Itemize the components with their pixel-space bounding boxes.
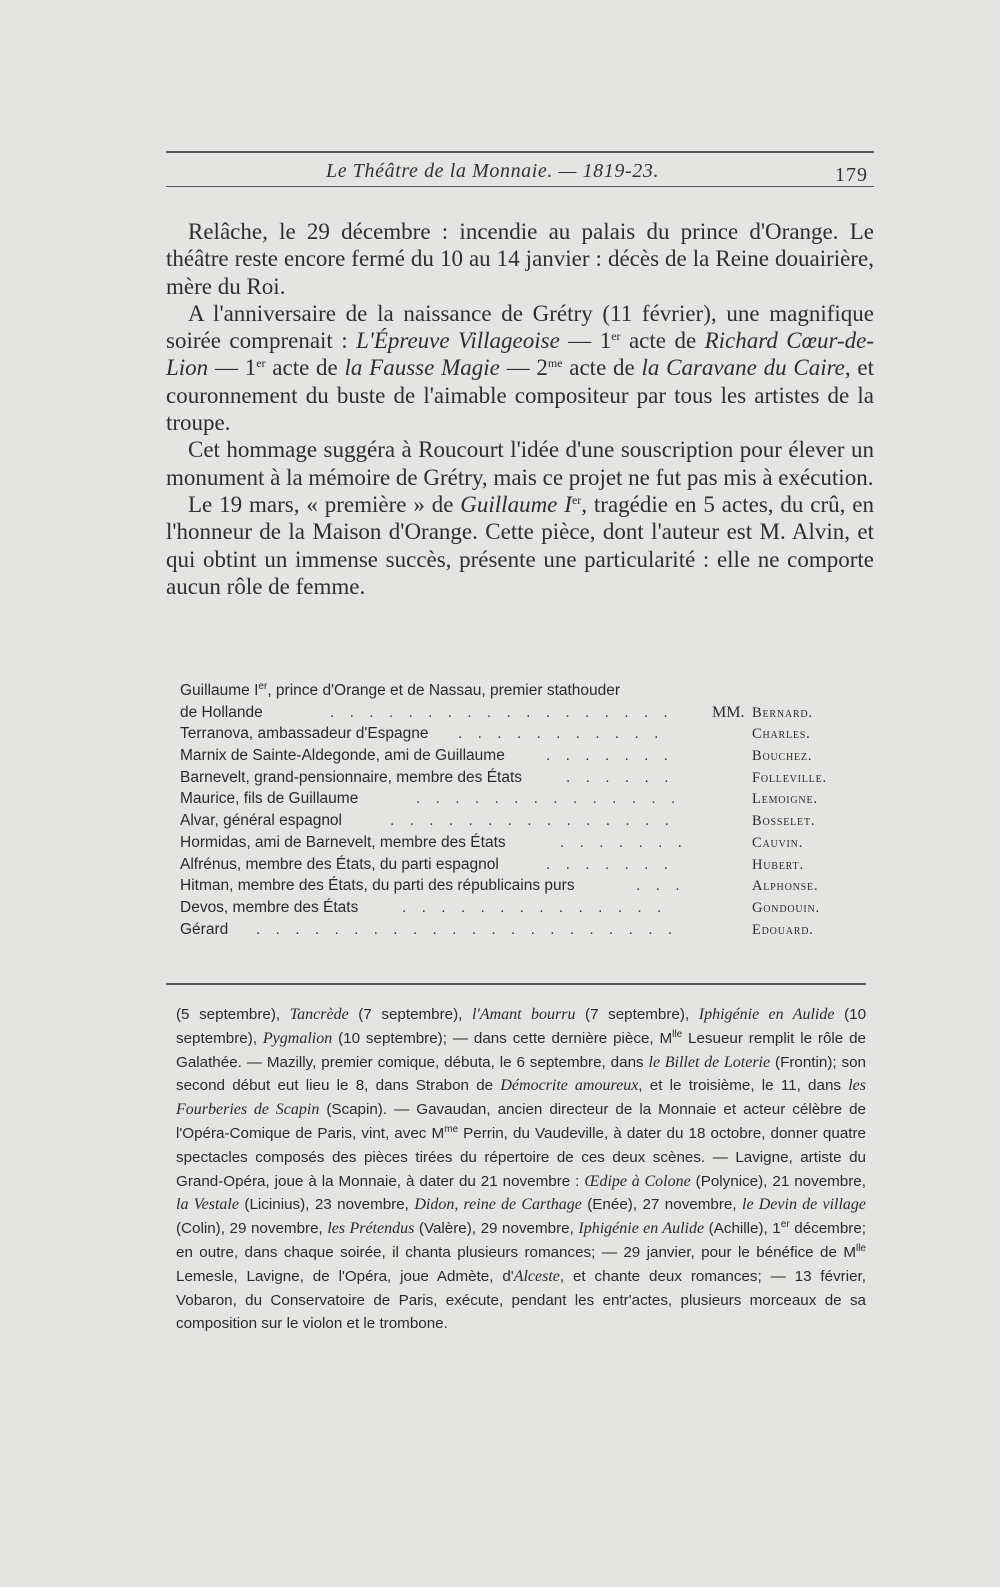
cast-row xyxy=(180,899,870,921)
cast-role: Devos, membre des États xyxy=(180,898,359,916)
cast-actor: Hubert. xyxy=(752,856,804,873)
cast-row xyxy=(180,747,870,769)
title-caravane: la Caravane du Caire xyxy=(641,355,845,381)
cast-actor: Lemoigne. xyxy=(752,791,818,808)
cast-role: Hormidas, ami de Barnevelt, membre des États xyxy=(180,833,506,851)
cast-role: Guillaume Ier, prince d'Orange et de Nassau, premier stathouder xyxy=(180,681,621,699)
cast-role: Gérard xyxy=(180,920,229,938)
running-header xyxy=(166,160,874,186)
cast-row xyxy=(180,877,870,899)
leader-dots: . . . xyxy=(636,877,686,895)
paragraph-premiere: Le 19 mars, « première » de Guillaume Ier, tragédie en 5 actes, du crû, en l'honneur de la Maison d'Orange. Cette pièce, dont l'auteur est M. Alvin, et qui obtint un immense succès, présente une particularité : elle ne comporte aucun rôle de femme. xyxy=(166,491,874,599)
cast-role: Hitman, membre des États, du parti des républicains purs xyxy=(180,877,575,895)
cast-row xyxy=(180,921,870,943)
footnote-rule xyxy=(166,983,866,985)
cast-row xyxy=(180,812,870,834)
cast-actor: Cauvin. xyxy=(752,834,804,851)
main-text xyxy=(166,218,874,600)
cast-actor: Bosselet. xyxy=(752,813,816,830)
cast-row xyxy=(180,790,870,812)
cast-role: Alvar, général espagnol xyxy=(180,812,343,830)
cast-actor: Gondouin. xyxy=(752,899,820,916)
header-rule xyxy=(166,151,874,153)
cast-actor: Bernard. xyxy=(752,704,813,721)
cast-role: Barnevelt, grand-pensionnaire, membre des États xyxy=(180,768,523,786)
cast-row xyxy=(180,769,870,791)
leader-dots: . . . . . . . xyxy=(546,855,674,873)
leader-dots: . . . . . . . . . . . . . . . . . . . . . . xyxy=(256,920,678,938)
leader-dots: . . . . . . xyxy=(566,768,674,786)
cast-row-header xyxy=(180,682,870,704)
cast-actor: Alphonse. xyxy=(752,878,819,895)
cast-role: Alfrénus, membre des États, du parti espagnol xyxy=(180,855,499,873)
header-underline xyxy=(166,186,874,187)
cast-list xyxy=(180,682,870,942)
leader-dots: . . . . . . . . . . . xyxy=(458,725,664,743)
title-guillaume: Guillaume I xyxy=(460,491,572,517)
cast-row xyxy=(180,834,870,856)
page-number: 179 xyxy=(835,164,868,186)
running-title: Le Théâtre de la Monnaie. — 1819-23. xyxy=(326,160,660,182)
leader-dots: . . . . . . . . . . . . . . xyxy=(402,898,667,916)
title-richard: Richard Cœur-de-Lion xyxy=(166,328,874,381)
paragraph-anniversaire: A l'anniversaire de la naissance de Grétry (11 février), une magnifique soirée comprenait : L'Épreuve Villageoise — 1er acte de Richard Cœur-de-Lion — 1er acte de la Fausse Magie — $2^{me}$ acte de la Caravane du Caire, et couronnement du buste de l'aimable compositeur par tous les artistes de la troupe. xyxy=(166,300,875,436)
messieurs-abbrev: MM. xyxy=(712,703,745,721)
cast-row xyxy=(180,856,870,878)
leader-dots: . . . . . . . xyxy=(560,833,688,851)
title-fausse-magie: la Fausse Magie xyxy=(344,355,500,381)
cast-row xyxy=(180,725,870,747)
cast-row xyxy=(180,704,870,726)
leader-dots: . . . . . . . . . . . . . . . . . . xyxy=(330,703,674,721)
cast-role: de Hollande xyxy=(180,703,263,721)
leader-dots: . . . . . . . . . . . . . . . xyxy=(390,812,675,830)
paragraph-hommage: Cet hommage suggéra à Roucourt l'idée d'une souscription pour élever un monument à la mémoire de Grétry, mais ce projet ne fut pas mis à exécution. xyxy=(166,437,874,490)
cast-role: Maurice, fils de Guillaume xyxy=(180,790,359,808)
cast-actor: Edouard. xyxy=(752,921,814,938)
leader-dots: . . . . . . . . . . . . . . xyxy=(416,790,681,808)
cast-role: Terranova, ambassadeur d'Espagne xyxy=(180,725,429,743)
cast-role: Marnix de Sainte-Aldegonde, ami de Guillaume xyxy=(180,747,505,765)
cast-actor: Folleville. xyxy=(752,769,827,786)
paragraph-relache: Relâche, le 29 décembre : incendie au palais du prince d'Orange. Le théâtre reste encore fermé du 10 au 14 janvier : décès de la Reine douairière, mère du Roi. xyxy=(166,219,874,299)
leader-dots: . . . . . . . xyxy=(546,747,674,765)
cast-actor: Charles. xyxy=(752,726,811,743)
footnote: (5 septembre), Tancrède (7 septembre), l'Amant bourru (7 septembre), Iphigénie en Aulide (10 septembre), Pygmalion (10 septembre); — dans cette dernière pièce, $M^{lle}$ Lesueur remplit le rôle de Galathée. — Mazilly, premier comique, débuta, le 6 septembre, dans le Billet de Loterie (Frontin); son second début eut lieu le 8, dans Strabon de Démocrite amoureux, et le troisième, le 11, dans les Fourberies de Scapin (Scapin). — Gavaudan, ancien directeur de la Monnaie et acteur célèbre de l'Opéra-Comique de Paris, vint, avec $M^{me}$ Perrin, du Vaudeville, à dater du 18 octobre, donner quatre spectacles composés des pièces tirées du répertoire de ces deux scènes. — Lavigne, artiste du Grand-Opéra, joue à la Monnaie, à dater du 21 novembre : Œdipe à Colone (Polynice), 21 novembre, la Vestale (Licinius), 23 novembre, Didon, reine de Carthage (Enée), 27 novembre, le Devin de village (Colin), 29 novembre, les Prétendus (Valère), 29 novembre, Iphigénie en Aulide (Achille), 1er décembre; en outre, dans chaque soirée, il chanta plusieurs romances; — 29 janvier, pour le bénéfice de $M^{lle}$ Lemesle, Lavigne, de l'Opéra, joue Admète, d'Alceste, et chante deux romances; — 13 février, Vobaron, du Conservatoire de Paris, exécute, pendant les entr'actes, plusieurs morceaux de sa composition sur le violon et le trombone. xyxy=(176,1006,867,1333)
cast-actor: Bouchez. xyxy=(752,748,813,765)
title-epreuve: L'Épreuve Villageoise xyxy=(356,328,560,354)
